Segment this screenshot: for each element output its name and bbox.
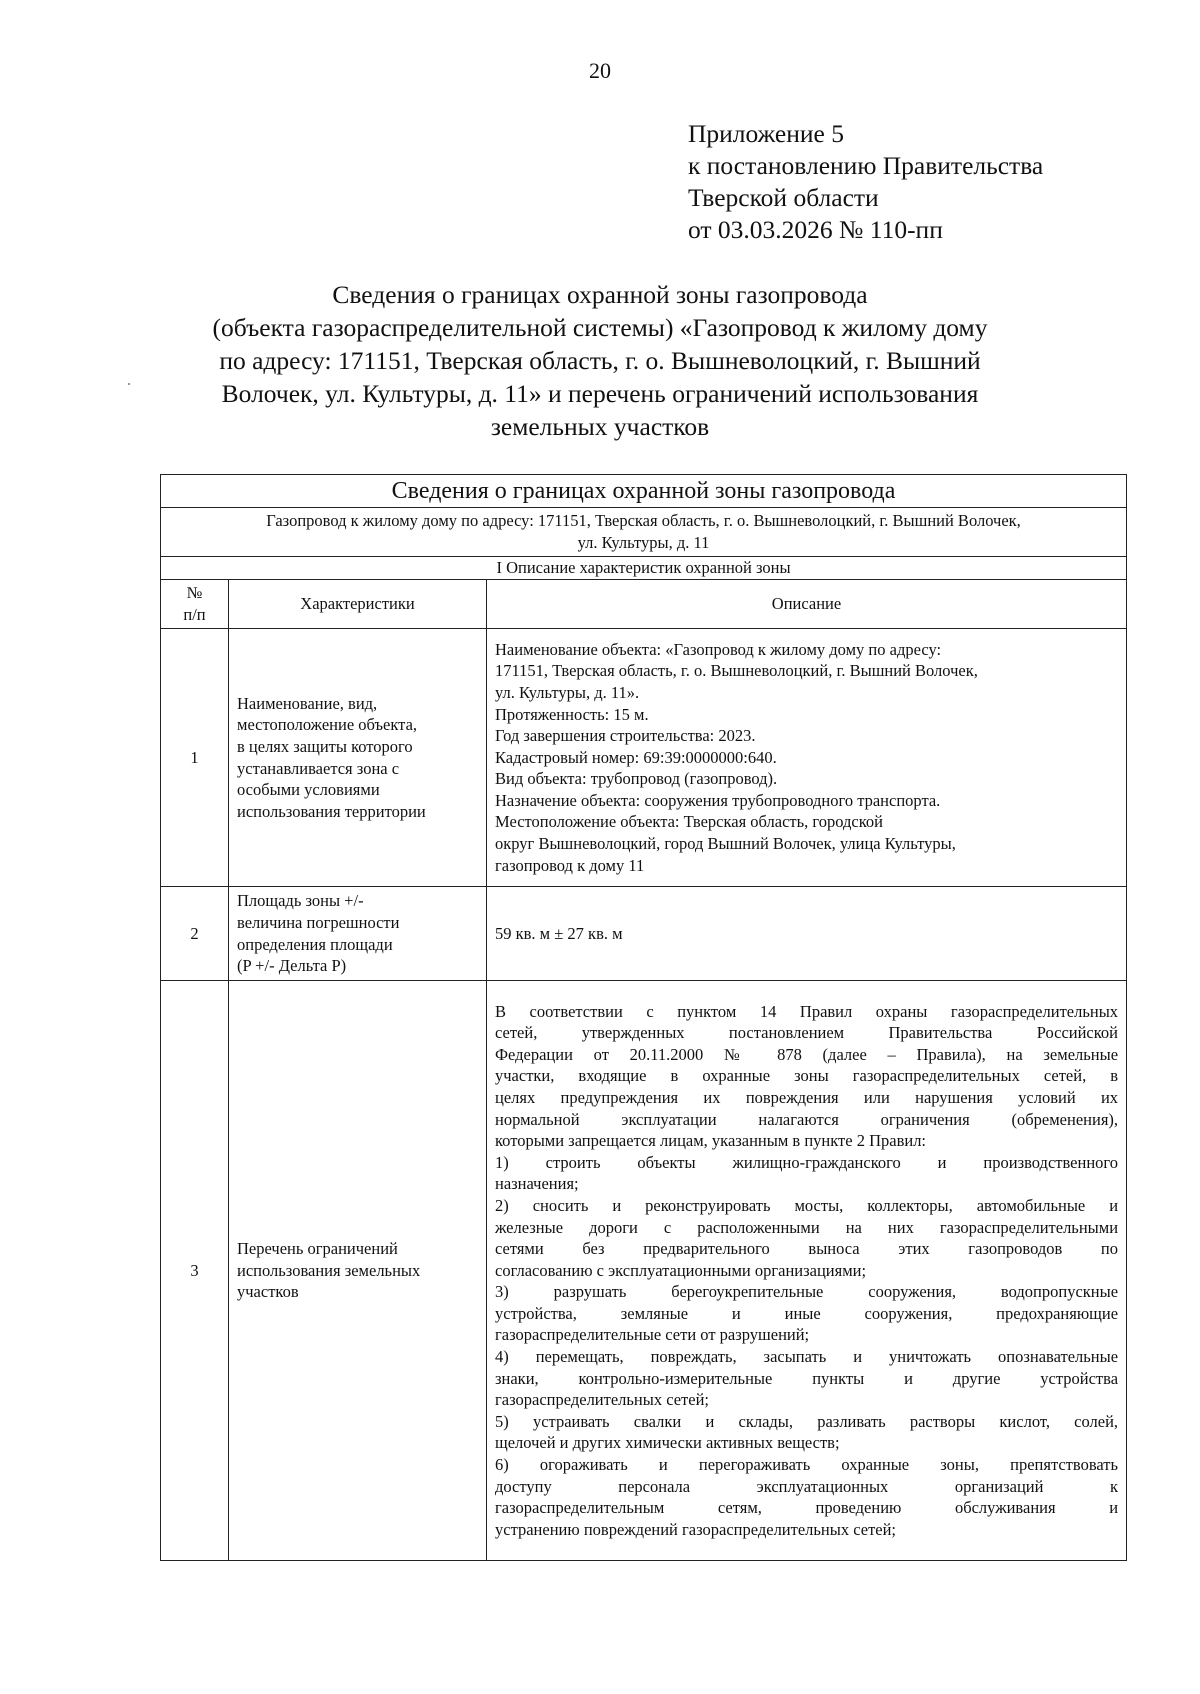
characteristic-line: определения площади	[237, 934, 393, 954]
row-description	[487, 629, 1127, 887]
row-characteristic	[229, 629, 487, 887]
table-heading-row	[161, 475, 1127, 508]
appendix-line: Тверской области	[688, 183, 879, 212]
scan-speck	[128, 383, 130, 385]
page-number: 20	[589, 58, 611, 83]
description-line: Местоположение объекта: Тверская область, городской	[495, 812, 883, 832]
description-line: доступу персонала эксплуатационных организаций к	[495, 1476, 1119, 1496]
description-line: сетями без предварительного выноса этих газопроводов по	[495, 1239, 1119, 1259]
description-line: устройства, земляные и иные сооружения, предохраняющие	[495, 1303, 1119, 1323]
description-line: Федерации от 20.11.2000 № 878 (далее – Правила), на земельные	[495, 1044, 1119, 1064]
object-row	[161, 508, 1127, 557]
description-line: 1) строить объекты жилищно-гражданского и производственного	[495, 1152, 1119, 1172]
description-line: 171151, Тверская область, г. о. Вышневолоцкий, г. Вышний Волочек,	[495, 661, 978, 681]
characteristic-line: местоположение объекта,	[237, 715, 418, 735]
column-header-characteristics: Характеристики	[229, 580, 487, 629]
characteristic-line: особыми условиями	[237, 780, 380, 800]
title-line: земельных участков	[490, 412, 710, 441]
characteristic-line: участков	[237, 1282, 299, 1302]
description-line: Назначение объекта: сооружения трубопроводного транспорта.	[495, 790, 941, 810]
description-line: 2) сносить и реконструировать мосты, коллекторы, автомобильные и	[495, 1195, 1119, 1215]
section-title: I Описание характеристик охранной зоны	[161, 557, 1127, 580]
row-characteristic	[229, 887, 487, 981]
characteristic-line: величина погрешности	[237, 912, 400, 932]
appendix-line: от 03.03.2026 № 110-пп	[688, 215, 943, 244]
table-heading: Сведения о границах охранной зоны газопровода	[161, 475, 1127, 508]
row-characteristic	[229, 981, 487, 1561]
description-line: газопровод к дому 11	[495, 855, 645, 875]
characteristic-line: в целях защиты которого	[237, 736, 413, 756]
section-row	[161, 557, 1127, 580]
object-name-line: ул. Культуры, д. 11	[577, 533, 710, 552]
description-line: 5) устраивать свалки и склады, разливать растворы кислот, солей,	[495, 1411, 1119, 1431]
description-line: участки, входящие в охранные зоны газораспределительных сетей, в	[495, 1066, 1119, 1086]
characteristic-line: Перечень ограничений	[237, 1239, 398, 1259]
characteristic-line: использования территории	[237, 801, 426, 821]
row-number: 1	[161, 629, 229, 887]
description-line: 4) перемещать, повреждать, засыпать и уничтожать опознавательные	[495, 1347, 1119, 1367]
zone-info-table	[160, 474, 1127, 1561]
description-line: устранению повреждений газораспределительных сетей;	[495, 1519, 897, 1539]
row-description	[487, 981, 1127, 1561]
description-line: 3) разрушать берегоукрепительные сооружения, водопропускные	[495, 1282, 1119, 1302]
description-line: 59 кв. м ± 27 кв. м	[495, 923, 623, 943]
description-line: сетей, утвержденных постановлением Правительства Российской	[495, 1023, 1119, 1043]
description-line: согласованию с эксплуатационными организациями;	[495, 1260, 867, 1280]
table-row	[161, 887, 1127, 981]
description-line: назначения;	[495, 1174, 579, 1194]
description-line: знаки, контрольно-измерительные пункты и другие устройства	[495, 1368, 1119, 1388]
appendix-block	[688, 118, 1043, 246]
description-line: Кадастровый номер: 69:39:0000000:640.	[495, 747, 777, 767]
title-line: по адресу: 171151, Тверская область, г. о. Вышневолоцкий, г. Вышний	[219, 346, 981, 375]
title-line: Волочек, ул. Культуры, д. 11» и перечень ограничений использования	[221, 379, 979, 408]
description-line: железные дороги с расположенными на них газораспределительными	[495, 1217, 1119, 1237]
column-header-num-line: №	[186, 583, 203, 602]
document-title	[150, 278, 1050, 443]
description-line: газораспределительных сетей;	[495, 1390, 710, 1410]
characteristic-line: Площадь зоны +/-	[237, 891, 364, 911]
appendix-line: Приложение 5	[688, 119, 844, 148]
column-header-description: Описание	[487, 580, 1127, 629]
appendix-line: к постановлению Правительства	[688, 151, 1044, 180]
description-line: В соответствии с пунктом 14 Правил охраны газораспределительных	[495, 1001, 1119, 1021]
description-line: нормальной эксплуатации налагаются ограничения (обременения),	[495, 1109, 1119, 1129]
description-line: Наименование объекта: «Газопровод к жилому дому по адресу:	[495, 639, 942, 659]
column-header-row	[161, 580, 1127, 629]
row-description	[487, 887, 1127, 981]
description-line: ул. Культуры, д. 11».	[495, 682, 640, 702]
description-line: целях предупреждения их повреждения или нарушения условий их	[495, 1087, 1119, 1107]
description-line: газораспределительным сетям, проведению обслуживания и	[495, 1498, 1119, 1518]
description-line: Вид объекта: трубопровод (газопровод).	[495, 769, 778, 789]
description-line: округ Вышневолоцкий, город Вышний Волочек, улица Культуры,	[495, 834, 956, 854]
object-name-line: Газопровод к жилому дому по адресу: 171151, Тверская область, г. о. Вышневолоцкий, г. Вышний Волочек,	[266, 511, 1021, 530]
table-row	[161, 981, 1127, 1561]
characteristic-line: (P +/- Дельта P)	[237, 956, 347, 976]
description-line: которыми запрещается лицам, указанным в пункте 2 Правил:	[495, 1131, 927, 1151]
column-header-num	[161, 580, 229, 629]
characteristic-line: Наименование, вид,	[237, 693, 378, 713]
table-row	[161, 629, 1127, 887]
description-line: газораспределительные сети от разрушений;	[495, 1325, 810, 1345]
object-name-cell	[161, 508, 1127, 557]
title-line: Сведения о границах охранной зоны газопровода	[332, 280, 868, 309]
description-line: Год завершения строительства: 2023.	[495, 726, 756, 746]
description-line: щелочей и других химически активных веществ;	[495, 1433, 840, 1453]
characteristic-line: использования земельных	[237, 1260, 421, 1280]
description-line: Протяженность: 15 м.	[495, 704, 649, 724]
description-line: 6) огораживать и перегораживать охранные зоны, препятствовать	[495, 1455, 1119, 1475]
title-line: (объекта газораспределительной системы) «Газопровод к жилому дому	[212, 313, 988, 342]
row-number: 2	[161, 887, 229, 981]
column-header-num-line: п/п	[183, 605, 206, 624]
row-number: 3	[161, 981, 229, 1561]
characteristic-line: устанавливается зона с	[237, 758, 400, 778]
